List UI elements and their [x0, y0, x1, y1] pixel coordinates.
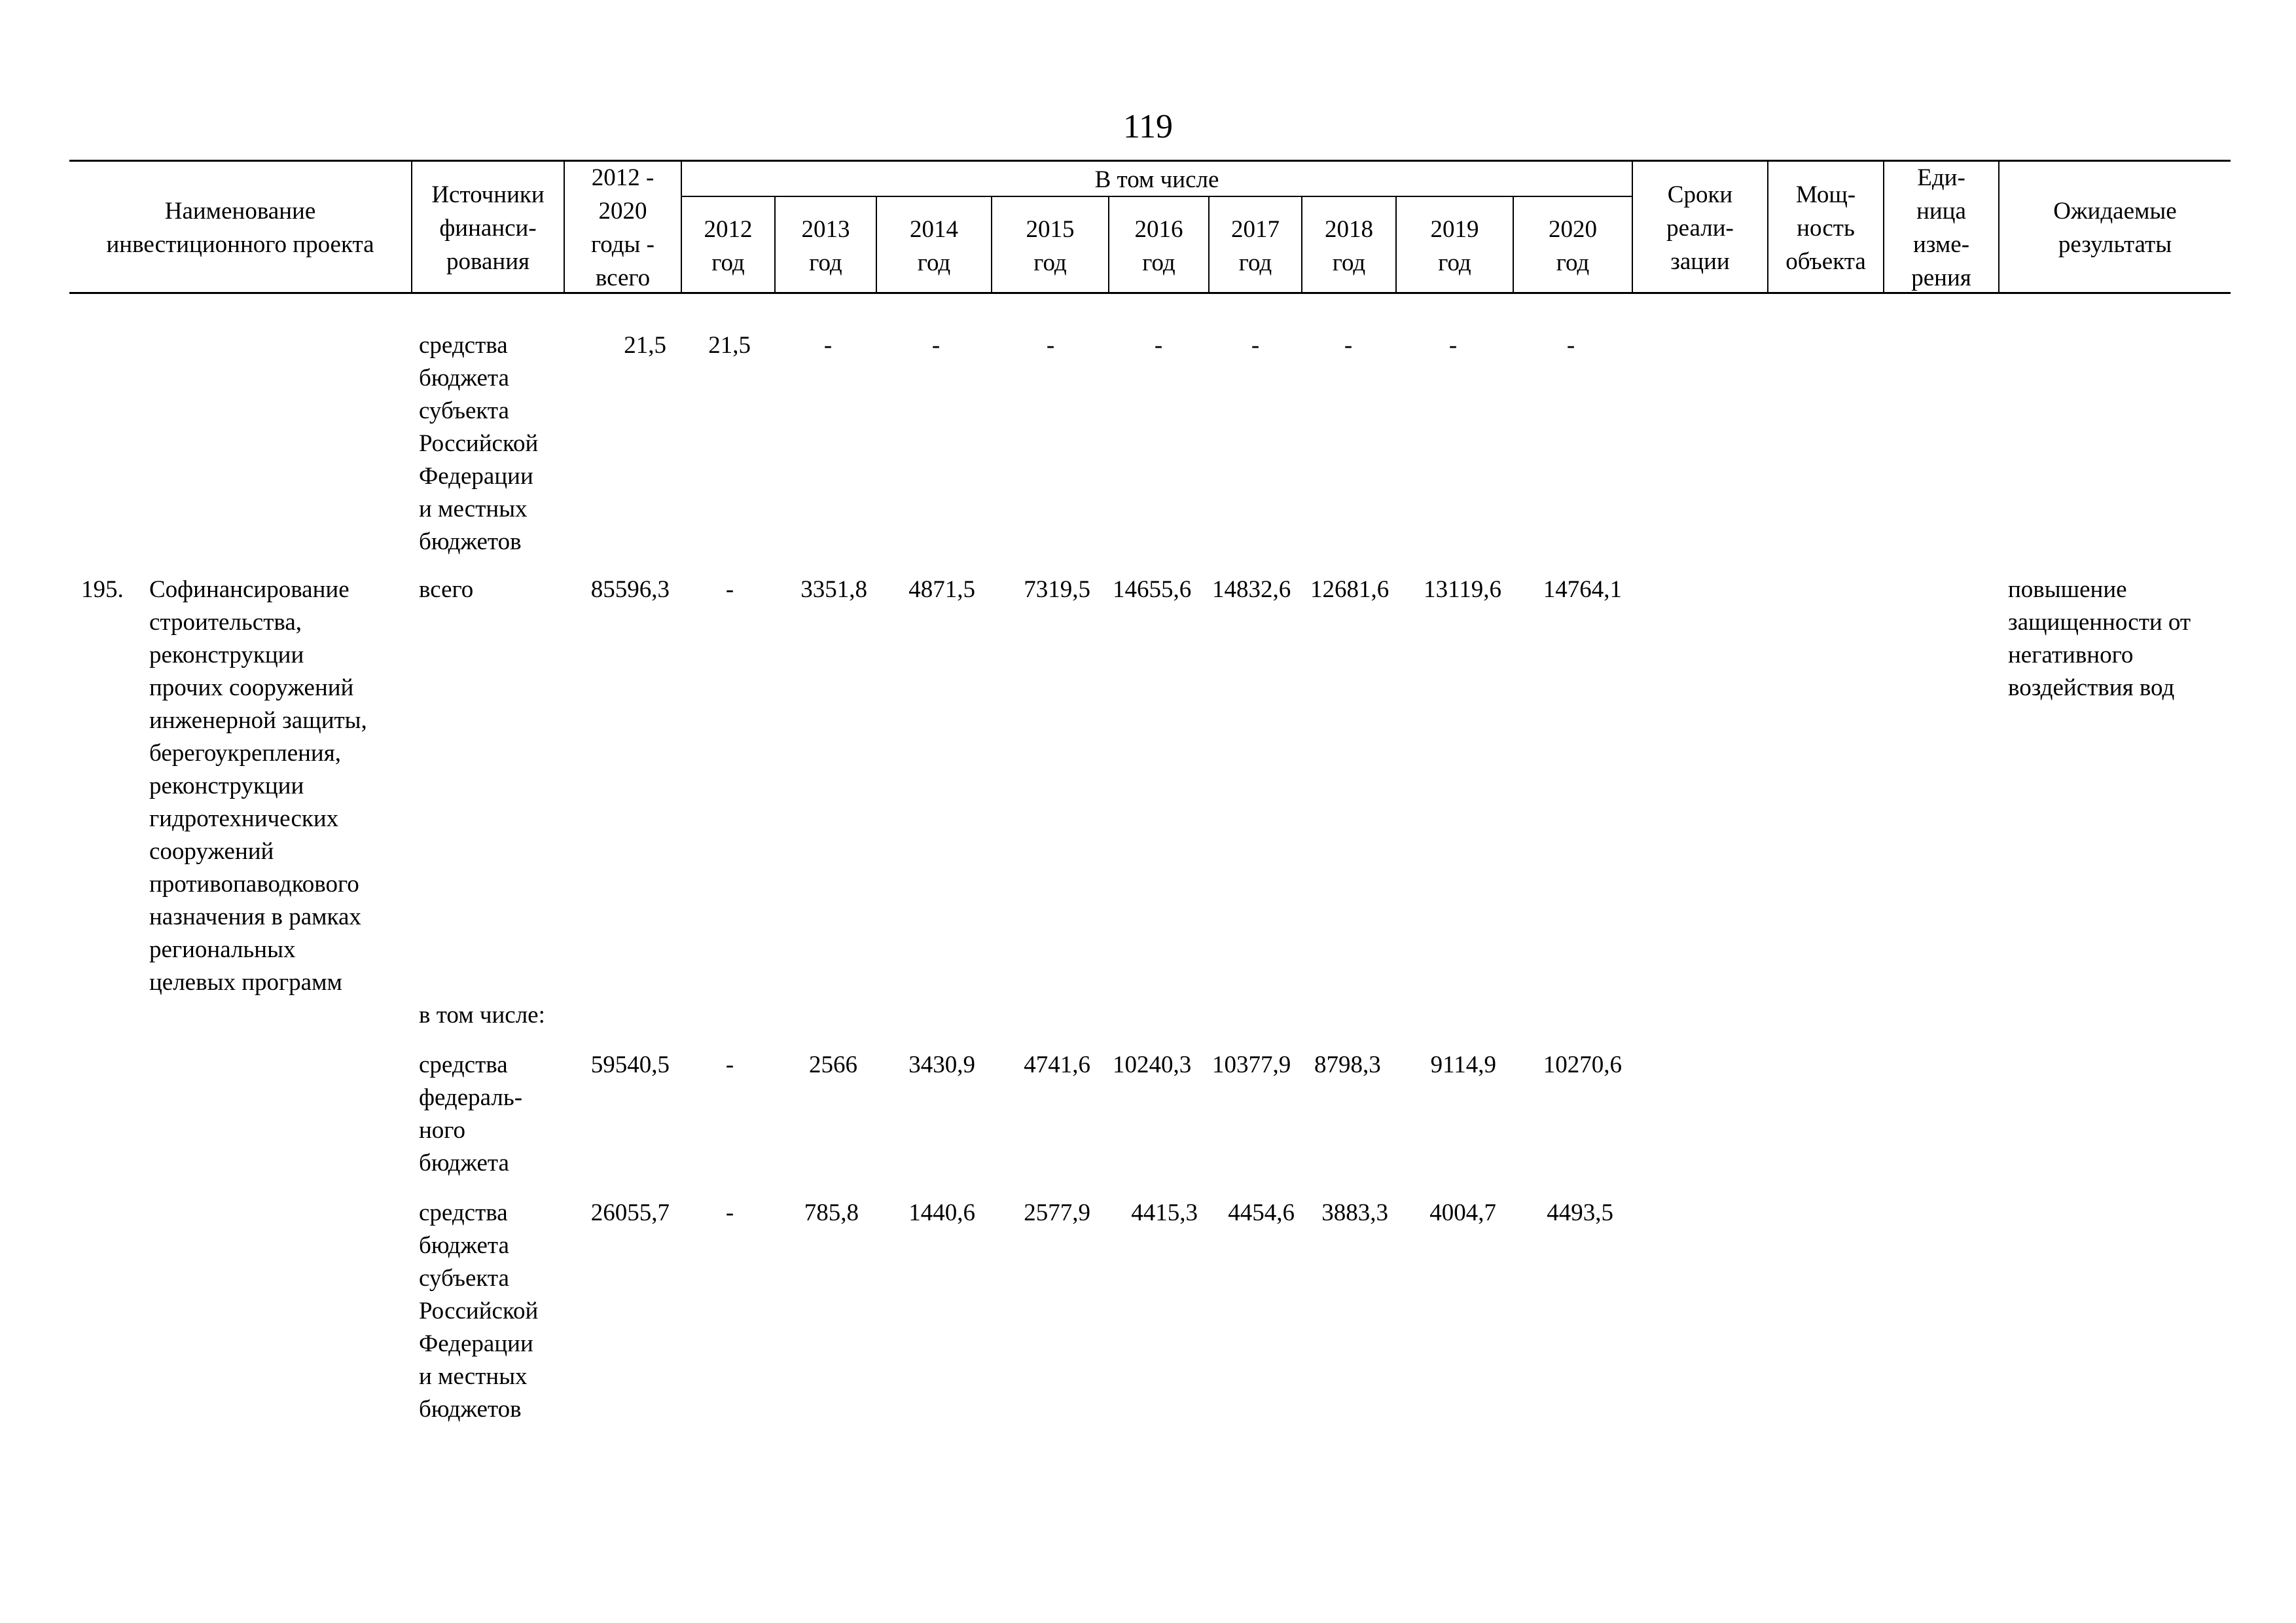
header-source-line: финанси- [439, 215, 537, 242]
source-line: и местных [419, 1363, 528, 1390]
year-unit: год [1238, 249, 1272, 276]
source-line: Российской [419, 430, 539, 457]
table-cell-2016: 14655,6 [1113, 576, 1192, 603]
header-terms-line: Сроки [1667, 181, 1733, 208]
header-total-col [565, 161, 681, 295]
table-cell-2013: 2566 [809, 1051, 857, 1078]
year-label: 2018 [1325, 216, 1373, 243]
header-capacity-line: Мощ- [1795, 181, 1856, 208]
table-cell-2017: 4454,6 [1228, 1199, 1295, 1226]
table-cell-2014: - [931, 332, 941, 359]
source-line: ного [419, 1117, 466, 1144]
name-line: целевых программ [149, 969, 342, 996]
header-name-line: инвестиционного проекта [106, 231, 374, 258]
name-line: гидротехнических [149, 805, 339, 832]
header-capacity-line: объекта [1785, 248, 1866, 275]
year-label: 2012 [704, 216, 753, 243]
year-label: 2015 [1026, 216, 1075, 243]
table-cell-2015: - [1046, 332, 1055, 359]
results-line: повышение [2008, 576, 2127, 603]
year-label: 2014 [910, 216, 958, 243]
header-including: В том числе [1094, 166, 1219, 193]
row-195-number: 195. [81, 576, 124, 603]
year-unit: год [711, 249, 745, 276]
year-label: 2019 [1430, 216, 1479, 243]
source-line: и местных [419, 496, 528, 522]
header-results-col [2000, 194, 2231, 261]
table-cell-2013: - [823, 332, 833, 359]
source-line: бюджета [419, 1150, 509, 1176]
table-cell-2017: 14832,6 [1212, 576, 1291, 603]
table-cell-total: 21,5 [624, 332, 666, 359]
header-year-2020 [1514, 213, 1632, 280]
table-cell-2016: - [1154, 332, 1163, 359]
table-cell-2017: - [1251, 332, 1260, 359]
header-year-2015 [992, 213, 1108, 280]
header-capacity-col [1768, 178, 1883, 278]
year-unit: год [1332, 249, 1366, 276]
source-line: Федерации [419, 1330, 533, 1357]
source-line: средства [419, 332, 508, 359]
row-195-results [2008, 574, 2191, 704]
header-year-2013 [776, 213, 876, 280]
name-line: реконструкции [149, 773, 304, 799]
header-source-line: Источники [431, 181, 545, 208]
table-cell-2020: 10270,6 [1543, 1051, 1622, 1078]
year-unit: год [917, 249, 951, 276]
name-line: сооружений [149, 838, 274, 865]
header-terms-line: зации [1670, 248, 1730, 275]
year-unit: год [1033, 249, 1067, 276]
header-source-line: рования [446, 248, 530, 275]
source-line: Российской [419, 1298, 539, 1324]
table-cell-2016: 4415,3 [1131, 1199, 1198, 1226]
source-line: субъекта [419, 1265, 509, 1292]
year-unit: год [1142, 249, 1175, 276]
row-subject-budget-prev-source [419, 329, 538, 558]
table-cell-2020: 14764,1 [1543, 576, 1622, 603]
header-name-col [69, 194, 411, 261]
header-year-2017 [1210, 213, 1301, 280]
results-line: негативного [2008, 642, 2134, 668]
table-cell-2019: - [1448, 332, 1458, 359]
name-line: реконструкции [149, 642, 304, 668]
header-results-line: Ожидаемые [2053, 198, 2177, 225]
table-cell-2014: 1440,6 [908, 1199, 975, 1226]
year-label: 2016 [1134, 216, 1183, 243]
header-name-line: Наименование [164, 198, 316, 225]
name-line: строительства, [149, 609, 302, 636]
header-total-line: всего [595, 264, 651, 291]
table-cell-2012: - [725, 1199, 734, 1226]
header-unit-line: Еди- [1917, 164, 1965, 191]
table-cell-2015: 7319,5 [1024, 576, 1090, 603]
year-unit: год [1438, 249, 1471, 276]
table-cell-2015: 4741,6 [1024, 1051, 1090, 1078]
source-line: субъекта [419, 397, 509, 424]
table-cell-2013: 785,8 [804, 1199, 859, 1226]
year-unit: год [1556, 249, 1590, 276]
header-unit-line: изме- [1912, 231, 1970, 258]
table-cell-2018: 12681,6 [1310, 576, 1390, 603]
year-label: 2017 [1231, 216, 1280, 243]
row-including-label: в том числе: [419, 1002, 545, 1029]
header-year-2014 [877, 213, 991, 280]
header-capacity-line: ность [1797, 215, 1855, 242]
table-cell-2019: 13119,6 [1424, 576, 1501, 603]
name-line: назначения в рамках [149, 903, 361, 930]
row-195-source: всего [419, 576, 474, 603]
name-line: Софинансирование [149, 576, 350, 603]
source-line: федераль- [419, 1084, 523, 1111]
table-cell-2019: 4004,7 [1429, 1199, 1496, 1226]
header-year-2019 [1397, 213, 1513, 280]
table-cell-2016: 10240,3 [1113, 1051, 1192, 1078]
header-unit-col [1884, 161, 1998, 295]
header-year-2012 [682, 213, 774, 280]
table-cell-2020: 4493,5 [1547, 1199, 1613, 1226]
page-number: 119 [1122, 108, 1174, 145]
source-line: бюджетов [419, 528, 522, 555]
table-cell-2013: 3351,8 [800, 576, 867, 603]
name-line: региональных [149, 936, 296, 963]
header-unit-line: рения [1911, 264, 1971, 291]
table-cell-2015: 2577,9 [1024, 1199, 1090, 1226]
table-cell-total: 59540,5 [590, 1051, 670, 1078]
header-unit-line: ница [1916, 198, 1966, 225]
source-line: бюджета [419, 365, 509, 392]
table-cell-2018: 8798,3 [1314, 1051, 1381, 1078]
source-line: бюджетов [419, 1396, 522, 1423]
year-unit: год [809, 249, 842, 276]
results-line: воздействия вод [2008, 674, 2175, 701]
table-cell-2014: 4871,5 [908, 576, 975, 603]
row-195-name [149, 574, 367, 999]
header-total-line: 2012 - [591, 164, 655, 191]
name-line: противопаводкового [149, 871, 359, 898]
name-line: берегоукрепления, [149, 740, 341, 767]
year-label: 2013 [801, 216, 850, 243]
table-cell-2017: 10377,9 [1212, 1051, 1291, 1078]
row-subject-budget-source [419, 1197, 538, 1426]
header-source-col [412, 178, 564, 278]
header-terms-line: реали- [1666, 215, 1734, 242]
source-line: средства [419, 1051, 508, 1078]
table-cell-total: 26055,7 [590, 1199, 670, 1226]
header-year-2016 [1109, 213, 1208, 280]
table-cell-2012: 21,5 [708, 332, 751, 359]
source-line: бюджета [419, 1232, 509, 1259]
table-cell-2020: - [1566, 332, 1575, 359]
header-terms-col [1633, 178, 1767, 278]
source-line: Федерации [419, 463, 533, 490]
year-label: 2020 [1549, 216, 1597, 243]
header-results-line: результаты [2058, 231, 2172, 258]
header-total-line: годы - [591, 231, 655, 258]
name-line: прочих сооружений [149, 674, 354, 701]
header-total-line: 2020 [598, 198, 647, 225]
table-cell-total: 85596,3 [590, 576, 670, 603]
table-cell-2018: 3883,3 [1321, 1199, 1388, 1226]
table-cell-2012: - [725, 576, 734, 603]
table-cell-2014: 3430,9 [908, 1051, 975, 1078]
table-cell-2012: - [725, 1051, 734, 1078]
table-cell-2019: 9114,9 [1430, 1051, 1496, 1078]
name-line: инженерной защиты, [149, 707, 367, 734]
results-line: защищенности от [2008, 609, 2191, 636]
table-cell-2018: - [1344, 332, 1353, 359]
header-year-2018 [1302, 213, 1395, 280]
row-federal-budget-source [419, 1049, 522, 1180]
source-line: средства [419, 1199, 508, 1226]
